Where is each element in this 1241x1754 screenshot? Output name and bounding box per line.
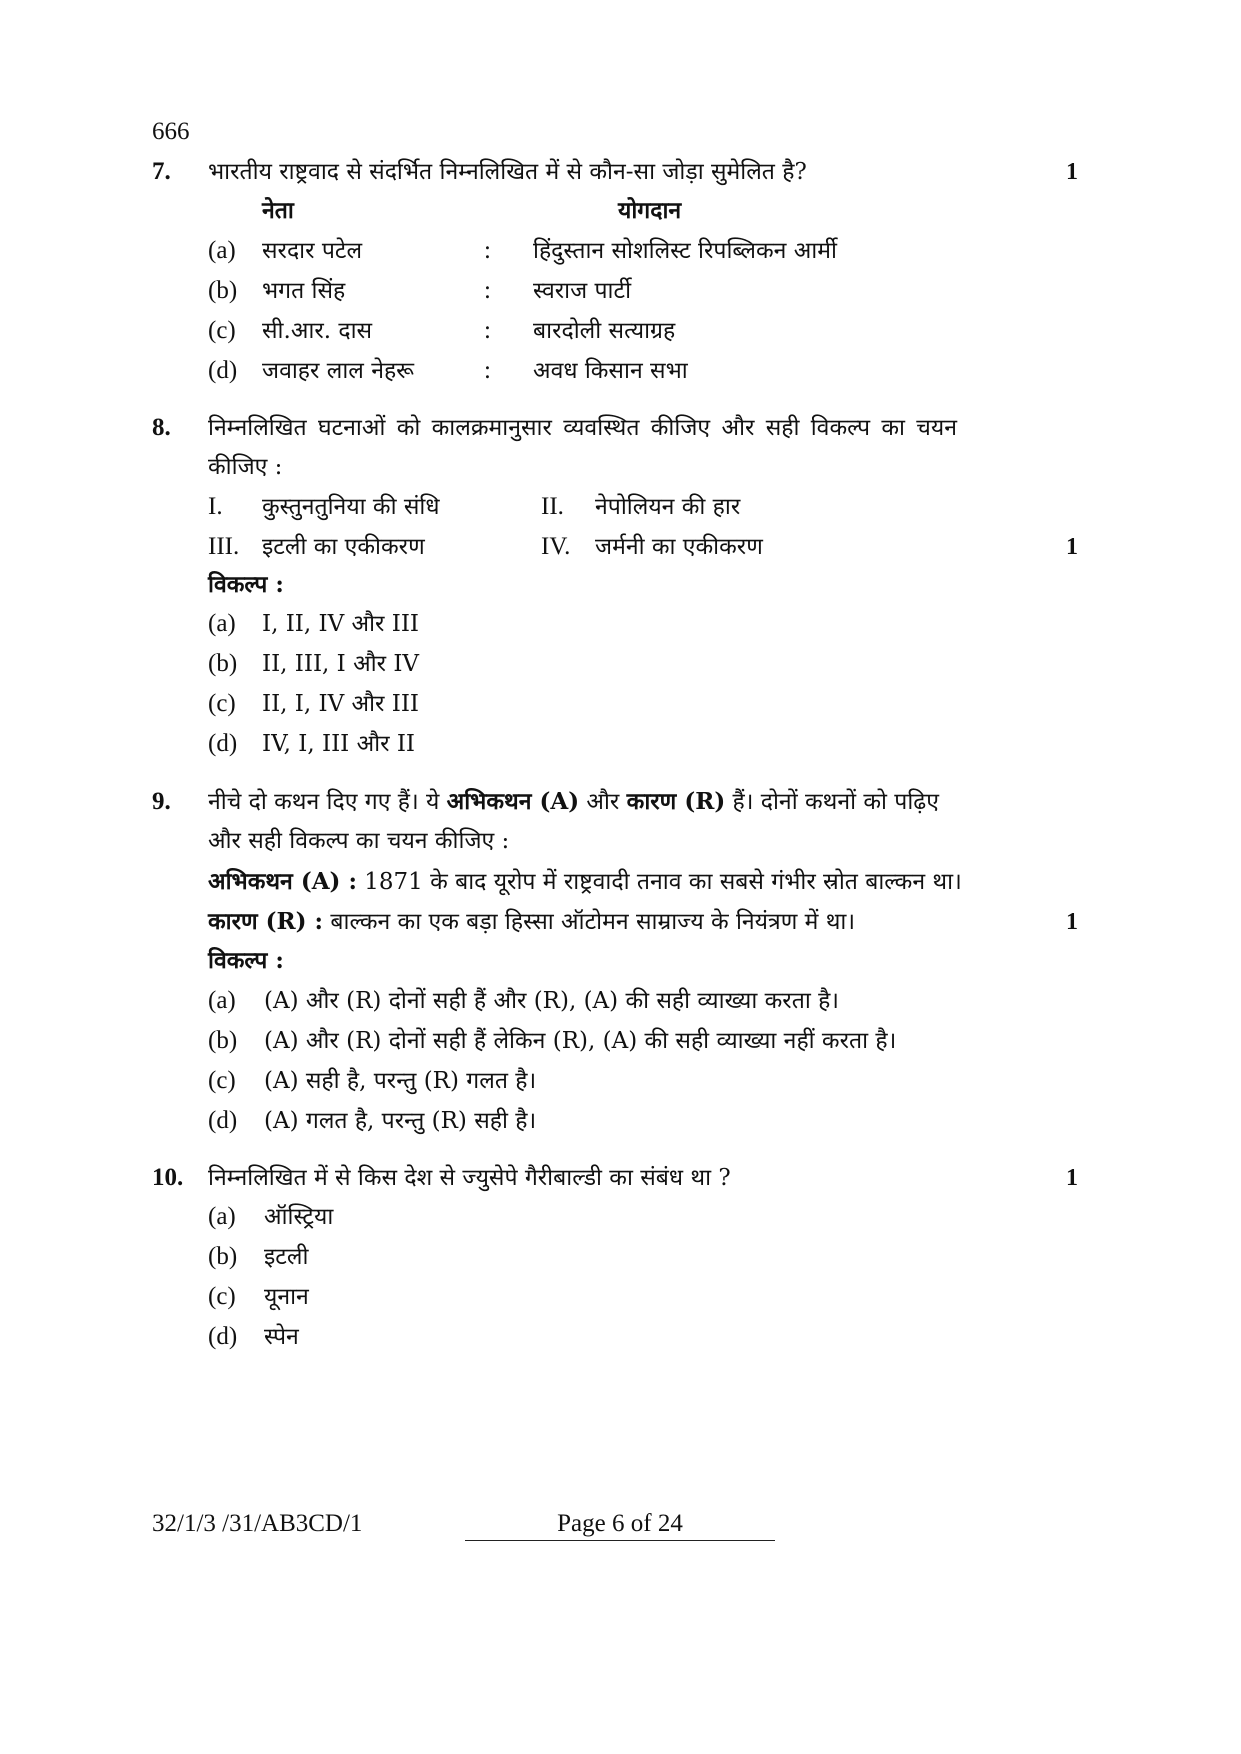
- option-label: (a): [208, 1203, 236, 1230]
- question-marks: 1: [1066, 534, 1078, 560]
- question-intro-continued: और सही विकल्प का चयन कीजिए :: [208, 828, 510, 854]
- option-label: (d): [208, 1107, 238, 1134]
- event-text: इटली का एकीकरण: [262, 534, 425, 560]
- contribution: अवध किसान सभा: [533, 358, 688, 384]
- reason-text: बाल्कन का एक बड़ा हिस्सा ऑटोमन साम्राज्य के नियंत्रण में था।: [323, 909, 856, 935]
- question-text: निम्नलिखित घटनाओं को कालक्रमानुसार व्यवस्थित कीजिए और सही विकल्प का चयन: [208, 415, 958, 441]
- contribution: हिंदुस्तान सोशलिस्ट रिपब्लिकन आर्मी: [533, 238, 837, 264]
- event-text: नेपोलियन की हार: [595, 494, 741, 520]
- question-number: 10.: [152, 1164, 184, 1191]
- question-intro: [208, 786, 939, 818]
- event-label: II.: [541, 493, 564, 520]
- option-label: (c): [208, 1283, 236, 1310]
- option-text: इटली: [264, 1244, 309, 1270]
- question-marks: 1: [1066, 1165, 1078, 1191]
- question-text: भारतीय राष्ट्रवाद से संदर्भित निम्नलिखित में से कौन-सा जोड़ा सुमेलित है?: [208, 159, 807, 185]
- option-text: ऑस्ट्रिया: [264, 1204, 334, 1230]
- question-number: 9.: [152, 788, 171, 815]
- intro-text: हैं। दोनों कथनों को पढ़िए: [725, 789, 939, 815]
- option-text: (A) सही है, परन्तु (R) गलत है।: [264, 1068, 537, 1094]
- event-label: IV.: [541, 533, 571, 560]
- assertion-statement: [208, 866, 962, 898]
- reason-term: कारण (R): [626, 788, 726, 815]
- leader-name: सरदार पटेल: [262, 238, 363, 264]
- option-label: (c): [208, 317, 236, 344]
- event-text: जर्मनी का एकीकरण: [595, 534, 763, 560]
- separator: :: [484, 317, 491, 344]
- option-label: (d): [208, 357, 238, 384]
- paper-code: 32/1/3 /31/AB3CD/1: [152, 1510, 363, 1537]
- leader-name: सी.आर. दास: [262, 318, 373, 344]
- option-label: (b): [208, 650, 238, 677]
- assertion-label: अभिकथन (A) :: [208, 868, 357, 895]
- option-label: (a): [208, 610, 236, 637]
- option-label: (b): [208, 1243, 238, 1270]
- contribution: बारदोली सत्याग्रह: [533, 318, 676, 344]
- option-text: IV, I, III और II: [262, 731, 415, 757]
- option-label: (c): [208, 690, 236, 717]
- leader-name: जवाहर लाल नेहरू: [262, 358, 415, 384]
- question-text: निम्नलिखित में से किस देश से ज्युसेपे गैरीबाल्डी का संबंध था ?: [208, 1165, 731, 1191]
- separator: :: [484, 357, 491, 384]
- option-text: (A) गलत है, परन्तु (R) सही है।: [264, 1108, 537, 1134]
- option-label: (a): [208, 237, 236, 264]
- options-heading: विकल्प :: [208, 947, 284, 974]
- option-text: (A) और (R) दोनों सही हैं और (R), (A) की सही व्याख्या करता है।: [264, 988, 840, 1014]
- option-label: (d): [208, 1323, 238, 1350]
- intro-text: नीचे दो कथन दिए गए हैं। ये: [208, 789, 447, 815]
- reason-label: कारण (R) :: [208, 908, 324, 935]
- option-label: (c): [208, 1067, 236, 1094]
- option-label: (a): [208, 987, 236, 1014]
- reason-statement: [208, 906, 855, 938]
- option-text: I, II, IV और III: [262, 611, 420, 637]
- event-label: I.: [208, 493, 223, 520]
- option-text: II, I, IV और III: [262, 691, 420, 717]
- assertion-text: 1871 के बाद यूरोप में राष्ट्रवादी तनाव का सबसे गंभीर स्रोत बाल्कन था।: [356, 869, 962, 895]
- option-label: (d): [208, 730, 238, 757]
- option-text: स्पेन: [264, 1324, 299, 1350]
- intro-text: और: [579, 789, 627, 815]
- question-number: 7.: [152, 158, 171, 185]
- contribution: स्वराज पार्टी: [533, 278, 632, 304]
- separator: :: [484, 277, 491, 304]
- option-text: (A) और (R) दोनों सही हैं लेकिन (R), (A) की सही व्याख्या नहीं करता है।: [264, 1028, 897, 1054]
- option-label: (b): [208, 277, 238, 304]
- page-code: 666: [152, 118, 190, 145]
- leader-name: भगत सिंह: [262, 278, 346, 304]
- column-header-leader: नेता: [262, 197, 294, 224]
- event-label: III.: [208, 533, 240, 560]
- option-text: यूनान: [264, 1284, 309, 1310]
- question-marks: 1: [1066, 159, 1078, 185]
- question-marks: 1: [1066, 909, 1078, 935]
- question-number: 8.: [152, 414, 171, 441]
- option-label: (b): [208, 1027, 238, 1054]
- page-number-label: Page 6 of 24: [465, 1508, 775, 1541]
- assertion-term: अभिकथन (A): [446, 788, 580, 815]
- event-text: कुस्तुनतुनिया की संधि: [262, 494, 440, 520]
- column-header-contribution: योगदान: [618, 197, 682, 224]
- options-heading: विकल्प :: [208, 571, 284, 598]
- separator: :: [484, 237, 491, 264]
- option-text: II, III, I और IV: [262, 651, 420, 677]
- question-text-continued: कीजिए :: [208, 454, 283, 480]
